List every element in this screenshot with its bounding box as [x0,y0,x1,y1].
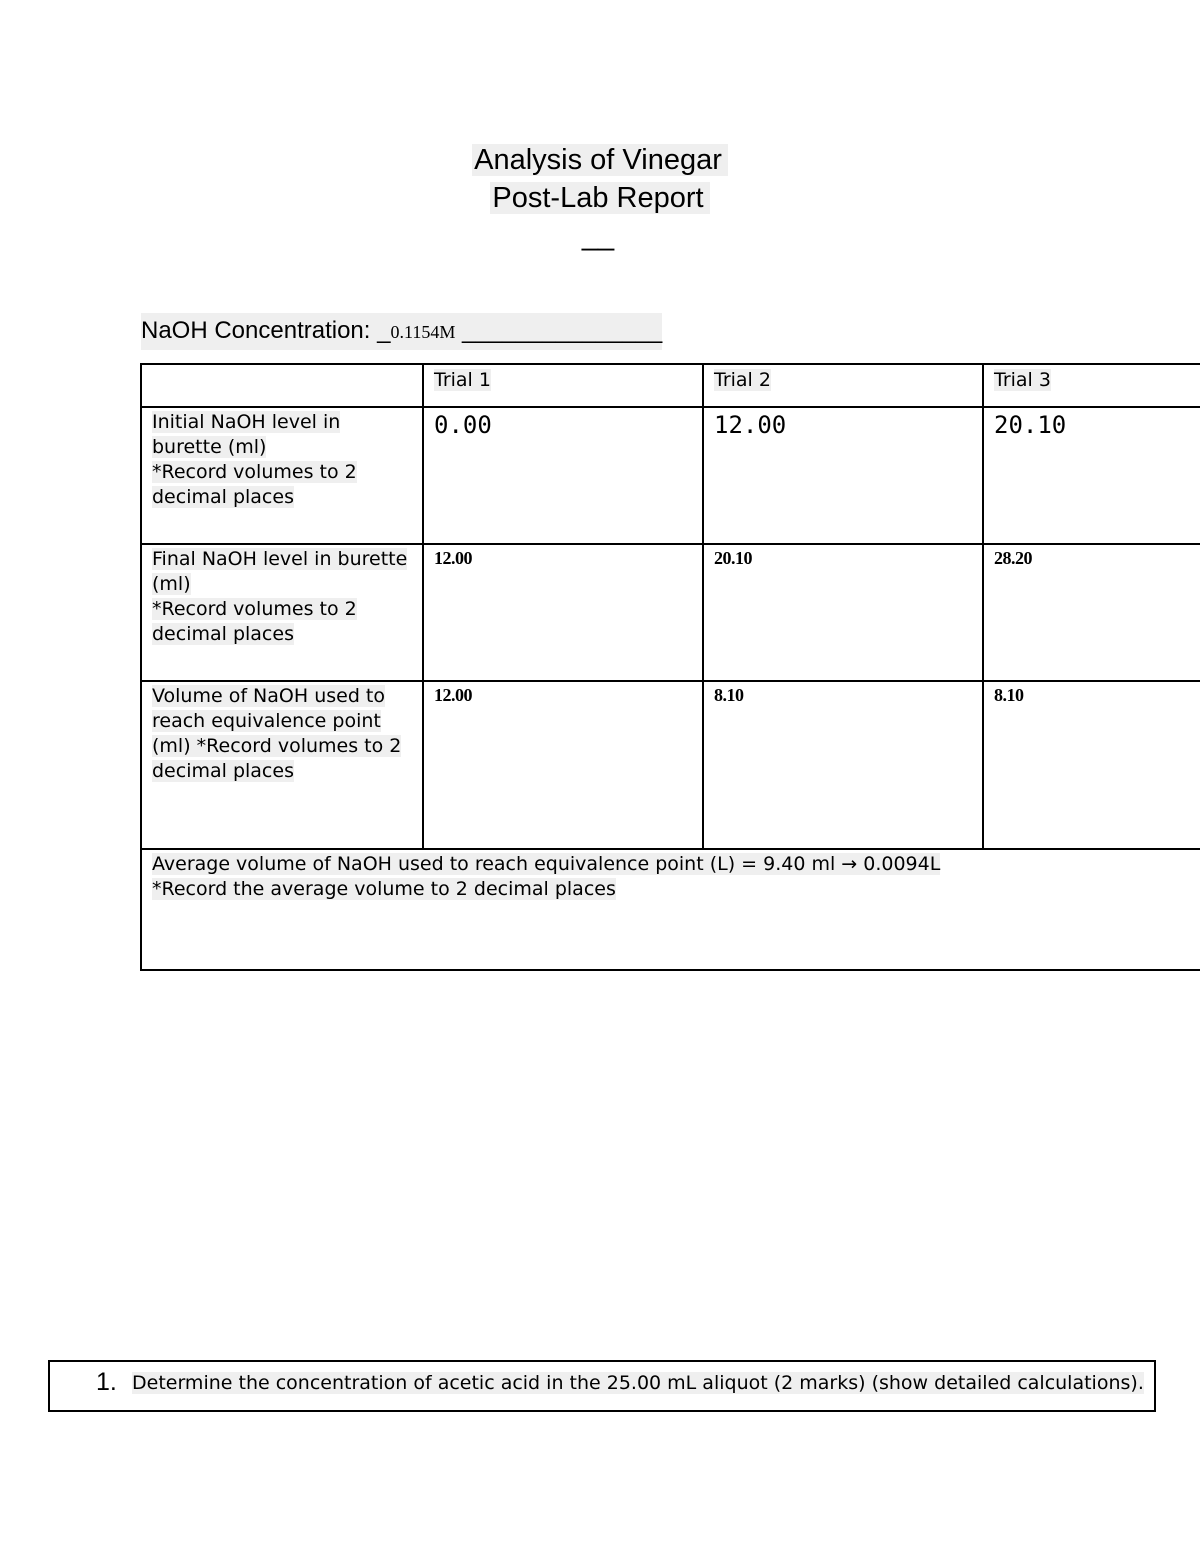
table-row-final [141,544,1200,681]
report-title [0,141,1200,255]
naoh-concentration [141,313,662,350]
final-trial-1: 12.00 [423,544,703,681]
initial-trial-1: 0.00 [423,407,703,544]
initial-trial-3: 20.10 [983,407,1200,544]
volume-trial-1: 12.00 [423,681,703,849]
titration-table [140,363,1200,971]
question-text: Determine the concentration of acetic acid in the 25.00 mL aliquot (2 marks) (show detailed calculations). [132,1372,1144,1394]
table-header-row [141,364,1200,407]
question-number: 1. [96,1368,117,1396]
volume-trial-3: 8.10 [983,681,1200,849]
table-row-volume [141,681,1200,849]
naoh-concentration-blank: _______________ [455,317,663,344]
average-volume-note: *Record the average volume to 2 decimal places [152,878,616,900]
question-1-box [48,1360,1156,1412]
naoh-concentration-prefix: _ [377,317,391,344]
table-row-average [141,849,1200,970]
initial-trial-2: 12.00 [703,407,983,544]
row-label-initial: Initial NaOH level in burette (ml) *Record volumes to 2 decimal places [141,407,423,544]
title-line-2: Post-Lab Report [490,182,709,214]
naoh-concentration-value: 0.1154M [390,322,456,342]
header-trial-3: Trial 3 [983,364,1200,407]
average-volume-cell [141,849,1200,970]
final-trial-2: 20.10 [703,544,983,681]
header-trial-1: Trial 1 [423,364,703,407]
header-cell-empty [141,364,423,407]
title-line-1: Analysis of Vinegar [472,144,728,176]
row-label-final: Final NaOH level in burette (ml) *Record volumes to 2 decimal places [141,544,423,681]
final-trial-3: 28.20 [983,544,1200,681]
average-volume-text: Average volume of NaOH used to reach equivalence point (L) = 9.40 ml → 0.0094L [152,853,941,875]
row-label-volume: Volume of NaOH used to reach equivalence point (ml) *Record volumes to 2 decimal places [141,681,423,849]
table-row-initial [141,407,1200,544]
naoh-concentration-label: NaOH Concentration: [141,317,371,344]
header-trial-2: Trial 2 [703,364,983,407]
title-line-3: __ [581,220,615,252]
volume-trial-2: 8.10 [703,681,983,849]
